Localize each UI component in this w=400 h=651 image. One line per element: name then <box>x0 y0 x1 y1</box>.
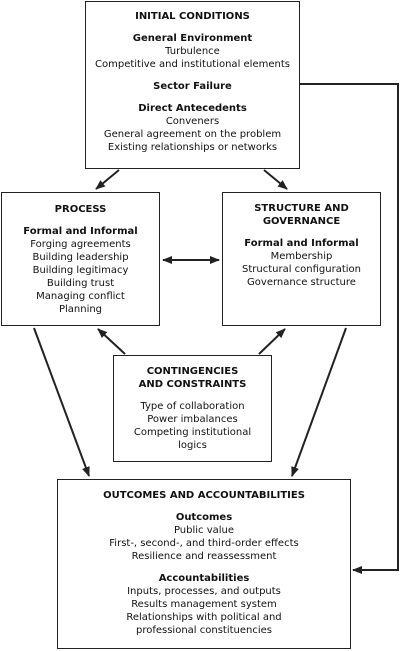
list-item: Building legitimacy <box>32 265 129 276</box>
structure-governance-box <box>222 192 381 326</box>
list-item: Turbulence <box>165 46 220 57</box>
structure-formal-informal-heading: Formal and Informal <box>244 238 359 249</box>
arrow-initial-to-structure <box>264 170 287 189</box>
initial-conditions-box <box>85 1 300 169</box>
accountabilities-heading: Accountabilities <box>158 573 250 584</box>
arrow-contingencies-to-structure <box>259 329 285 354</box>
arrow-contingencies-to-process <box>98 329 125 354</box>
list-item: Type of collaboration <box>140 401 245 412</box>
list-item: Governance structure <box>247 277 356 288</box>
list-item: Relationships with political and <box>126 612 282 623</box>
list-item: Building trust <box>46 278 115 289</box>
list-item: Structural configuration <box>241 264 361 275</box>
outcomes-heading: Outcomes <box>175 512 233 523</box>
process-formal-informal-heading: Formal and Informal <box>23 226 138 237</box>
list-item: Inputs, processes, and outputs <box>127 586 281 597</box>
list-item: Results management system <box>131 599 277 610</box>
list-item: Planning <box>58 304 103 315</box>
outcomes-title: OUTCOMES AND ACCOUNTABILITIES <box>103 490 305 501</box>
list-item: Public value <box>173 525 235 536</box>
list-item: Competitive and institutional elements <box>95 59 290 70</box>
arrow-initial-to-process <box>96 170 119 189</box>
list-item: Power imbalances <box>147 414 238 425</box>
list-item: Membership <box>270 251 333 262</box>
sector-failure-heading: Sector Failure <box>153 81 232 92</box>
process-box <box>1 192 160 326</box>
contingencies-box <box>113 355 272 462</box>
list-item: Forging agreements <box>30 239 131 250</box>
structure-title-line2: GOVERNANCE <box>262 216 341 227</box>
initial-conditions-title: INITIAL CONDITIONS <box>135 11 250 22</box>
list-item: Competing institutional <box>133 427 252 438</box>
direct-antecedents-heading: Direct Antecedents <box>138 103 247 114</box>
contingencies-title-line1: CONTINGENCIES <box>146 366 239 377</box>
list-item: Resilience and reassessment <box>131 551 277 562</box>
contingencies-title-line2: AND CONSTRAINTS <box>138 379 247 390</box>
list-item: First-, second-, and third-order effects <box>109 538 299 549</box>
list-item: professional constituencies <box>135 625 273 636</box>
outcomes-box <box>57 479 351 649</box>
structure-title-line1: STRUCTURE AND <box>254 203 349 214</box>
list-item: logics <box>178 440 207 451</box>
list-item: Managing conflict <box>36 291 125 302</box>
arrow-structure-to-outcomes <box>292 328 346 476</box>
general-environment-heading: General Environment <box>132 33 253 44</box>
list-item: Building leadership <box>32 252 129 263</box>
list-item: Conveners <box>165 116 220 127</box>
arrow-process-to-outcomes <box>34 328 89 476</box>
process-title: PROCESS <box>54 204 107 215</box>
list-item: Existing relationships or networks <box>107 142 278 153</box>
list-item: General agreement on the problem <box>103 129 282 140</box>
